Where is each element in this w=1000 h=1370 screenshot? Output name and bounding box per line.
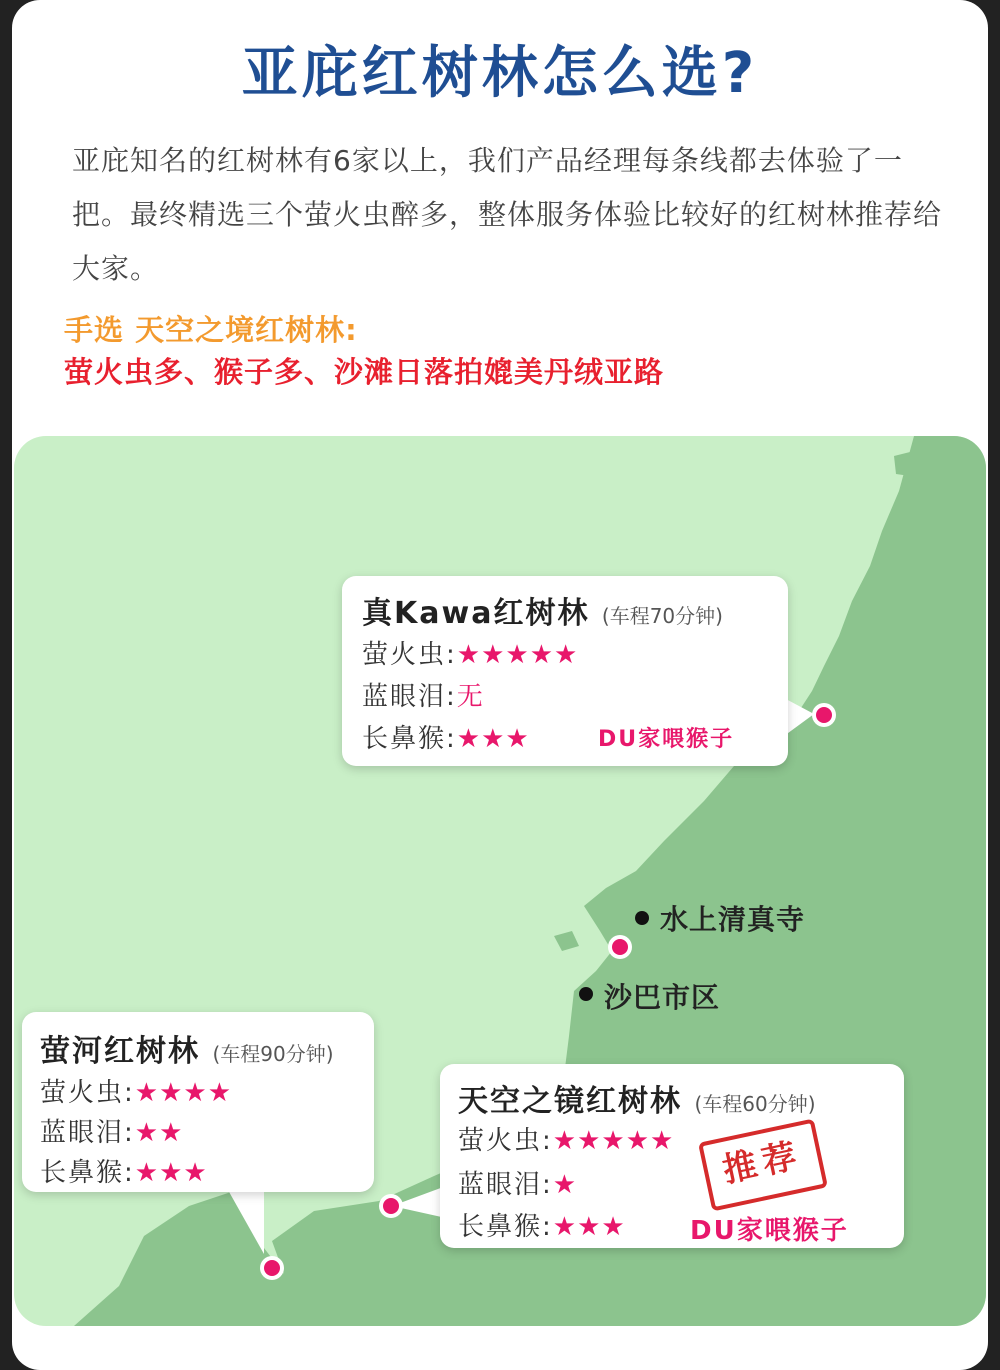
yinghe-popup-title [40,1026,334,1070]
island [554,931,579,951]
article-card [12,0,988,1370]
yinghe-popup[interactable] [22,1012,374,1192]
tiankong-bluetear-label: 蓝眼泪: [458,1170,553,1200]
recommend-stamp: 推荐 [698,1118,828,1211]
kawa-extra-note: DU家喂猴子 [598,727,735,752]
tiankong-marker [379,1194,403,1218]
kawa-bluetear-label: 蓝眼泪: [362,682,457,712]
yinghe-name: 萤河红树林 [40,1034,200,1069]
kawa-drive-time: (车程70分钟) [601,604,723,628]
tiankong-extra-note: DU家喂猴子 [690,1216,849,1246]
kawa-firefly-label: 萤火虫: [362,640,457,670]
tiankong-popup-title [458,1076,816,1120]
tiankong-monkey-rating: ★★★ [552,1212,626,1242]
kawa-popup[interactable] [342,576,788,766]
tiankong-drive-time: (车程60分钟) [694,1092,816,1116]
yinghe-marker [260,1256,284,1280]
page-title [234,38,766,110]
kawa-marker [812,703,836,727]
kawa-name: 真Kawa红树林 [362,596,590,631]
pick-label: 手选 天空之境红树林: [64,313,358,347]
tiankong-firefly-label: 萤火虫: [458,1126,553,1156]
yinghe-firefly-rating: ★★★★ [134,1078,232,1108]
yinghe-monkey-label: 长鼻猴: [40,1158,135,1188]
city-marker [608,935,632,959]
map[interactable] [14,436,986,1326]
yinghe-firefly-label: 萤火虫: [40,1078,135,1108]
city-dot [579,987,593,1001]
tiankong-row-bluetear [458,1164,577,1201]
yinghe-bluetear-rating: ★★ [134,1118,184,1148]
yinghe-bluetear-label: 蓝眼泪: [40,1118,135,1148]
tiankong-name: 天空之镜红树林 [458,1084,682,1119]
tiankong-monkey-label: 长鼻猴: [458,1212,553,1242]
pick-description: 萤火虫多、猴子多、沙滩日落拍媲美丹绒亚路 [64,355,665,389]
tiankong-bluetear-rating: ★ [552,1170,578,1200]
page-title-text: 亚庇红树林怎么选? [241,41,759,106]
yinghe-drive-time: (车程90分钟) [212,1042,334,1066]
kawa-firefly-rating: ★★★★★ [456,640,579,670]
kawa-monkey-label: 长鼻猴: [362,724,457,754]
tiankong-row-firefly [458,1120,674,1157]
yinghe-row-firefly [40,1072,232,1109]
yinghe-monkey-rating: ★★★ [134,1158,208,1188]
yinghe-row-bluetear [40,1112,183,1149]
kawa-row-bluetear [362,676,485,713]
mosque-dot [635,911,649,925]
kawa-bluetear-value: 无 [456,682,485,712]
kawa-row-firefly [362,634,578,671]
tiankong-row-monkey [458,1206,626,1243]
title-wrap [12,38,988,110]
place-label-mosque: 水上清真寺 [660,903,806,936]
kawa-monkey-rating: ★★★ [456,724,530,754]
intro-paragraph: 亚庇知名的红树林有6家以上，我们产品经理每条线都去体验了一把。最终精选三个萤火虫醉多，整体服务体验比较好的红树林推荐给大家。 [72,144,943,285]
place-label-city: 沙巴市区 [604,981,721,1014]
kawa-popup-title [362,588,723,632]
tiankong-firefly-rating: ★★★★★ [552,1126,675,1156]
kawa-row-monkey [362,718,530,755]
yinghe-row-monkey [40,1152,208,1189]
tiankong-popup[interactable] [440,1064,904,1248]
